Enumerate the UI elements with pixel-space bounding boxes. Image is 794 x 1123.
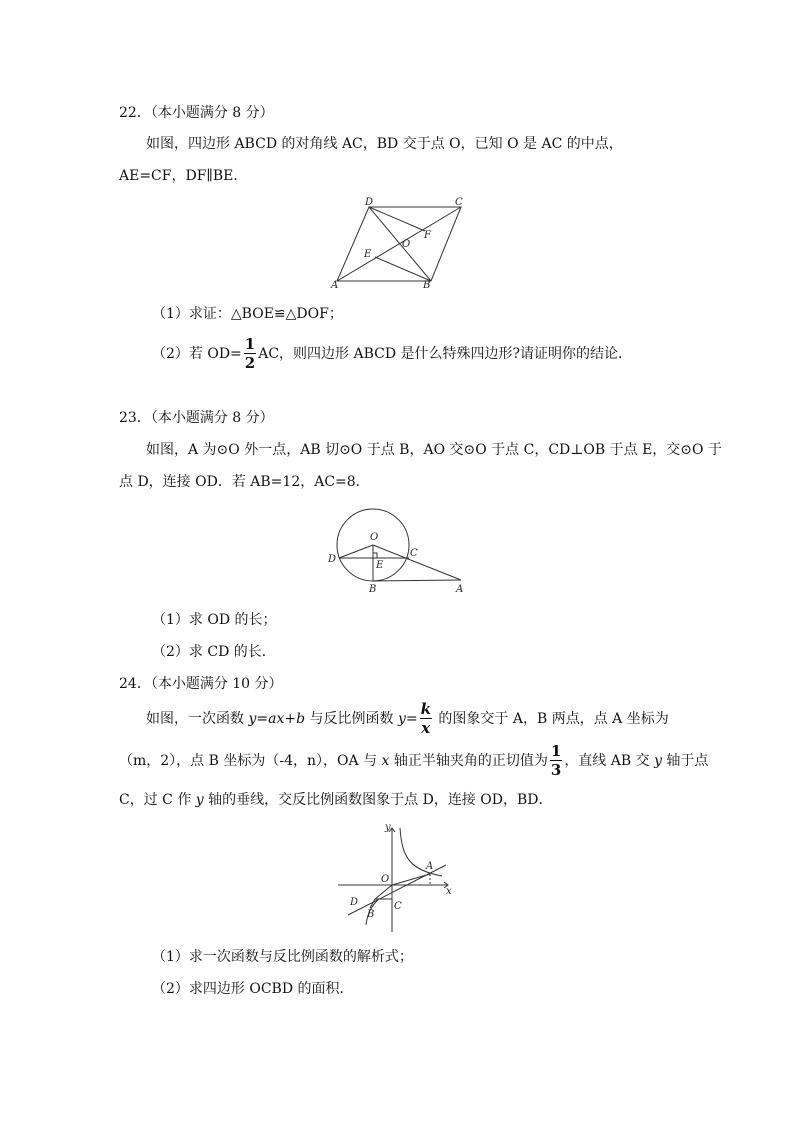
q23-text-line1: 如图，A 为⊙O 外一点，AB 切⊙O 于点 B，AO 交⊙O 于点 C，CD⊥OB 于点 E，交⊙O 于 <box>146 442 722 458</box>
q24-line1-part-c: 的图象交于 A，B 两点，点 A 坐标为 <box>433 711 669 727</box>
q24-frac-3: 3 <box>550 761 562 779</box>
q22-part1: （1）求证：△BOE≌△DOF； <box>152 306 343 322</box>
q24-line2-x: x <box>381 753 390 769</box>
q22-header: 22．（本小题满分 8 分） <box>119 105 274 121</box>
q22-frac-numerator: 1 <box>244 335 256 353</box>
q23-header: 23．（本小题满分 8 分） <box>119 410 274 426</box>
q24-coordinate-figure <box>330 820 455 935</box>
q22-part2 <box>152 337 632 371</box>
q24-line2-part-c: ，直线 AB 交 <box>564 753 655 769</box>
q24-inverse-function-lhs: y= <box>397 711 418 727</box>
q24-line2-part-b: 轴正半轴夹角的正切值为 <box>389 753 548 769</box>
q22-label-D: D <box>365 197 374 208</box>
q23-label-A: A <box>456 584 464 595</box>
q23-circle-tangent-figure <box>325 500 470 595</box>
q24-label-D: D <box>350 897 359 908</box>
q22-label-O: O <box>402 239 411 250</box>
q24-frac-k: k <box>420 700 431 718</box>
q24-line1-part-b: 与反比例函数 <box>305 711 398 727</box>
q24-tangent-fraction <box>550 744 562 778</box>
q24-line3-y: y <box>195 792 204 808</box>
q23-label-D: D <box>328 554 337 565</box>
q24-label-x-axis: x <box>446 886 452 897</box>
q24-label-O: O <box>381 874 390 885</box>
q24-line2-part-a: （m，2），点 B 坐标为（-4，n），OA 与 <box>119 753 382 769</box>
q24-line2-y: y <box>654 753 662 769</box>
q23-part1: （1）求 OD 的长； <box>152 612 277 628</box>
q24-line3-part-a: C，过 C 作 <box>119 792 196 808</box>
q22-text-line1: 如图，四边形 ABCD 的对角线 AC，BD 交于点 O，已知 O 是 AC 的中点， <box>146 136 623 152</box>
q24-frac-x: x <box>421 719 431 737</box>
q22-text-line2: AE=CF，DF∥BE． <box>119 168 248 184</box>
q23-part2: （2）求 CD 的长． <box>152 644 276 660</box>
q22-label-F: F <box>424 230 431 241</box>
q24-text-line1 <box>146 702 669 736</box>
q24-line3-part-b: 轴的垂线，交反比例函数图象于点 D，连接 OD，BD． <box>203 792 553 808</box>
q24-part1: （1）求一次函数与反比例函数的解析式； <box>152 949 413 965</box>
q22-part2-fraction <box>244 337 256 371</box>
q22-part2-prefix: （2）若 OD= <box>152 346 242 362</box>
q24-header: 24．（本小题满分 10 分） <box>119 676 283 692</box>
q24-line2-part-d: 轴于点 <box>661 753 709 769</box>
q22-label-C: C <box>455 197 463 208</box>
q24-label-C: C <box>394 901 402 912</box>
q22-frac-denominator: 2 <box>244 354 256 372</box>
q24-linear-function: y=ax+b <box>248 711 306 727</box>
q23-label-C: C <box>410 548 418 559</box>
q24-text-line2 <box>119 744 708 778</box>
q22-label-E: E <box>364 249 372 260</box>
q24-inverse-fraction <box>420 702 432 736</box>
q24-label-B: B <box>367 909 375 920</box>
q24-text-line3 <box>119 790 553 810</box>
q23-label-B: B <box>369 584 377 595</box>
q24-line1-part-a: 如图，一次函数 <box>146 711 249 727</box>
q22-label-A: A <box>331 280 339 290</box>
q23-text-line2: 点 D，连接 OD．若 AB=12，AC=8． <box>119 474 370 490</box>
q22-part2-suffix: AC，则四边形 ABCD 是什么特殊四边形?请证明你的结论． <box>258 346 633 362</box>
q24-label-A: A <box>426 861 434 872</box>
q24-part2: （2）求四边形 OCBD 的面积． <box>152 981 354 997</box>
q22-parallelogram-figure <box>325 195 475 290</box>
q24-label-y-axis: y <box>385 822 391 833</box>
q23-label-E: E <box>376 560 384 571</box>
q23-label-O: O <box>370 532 379 543</box>
q24-frac-1: 1 <box>550 742 562 760</box>
q22-label-B: B <box>423 280 431 290</box>
